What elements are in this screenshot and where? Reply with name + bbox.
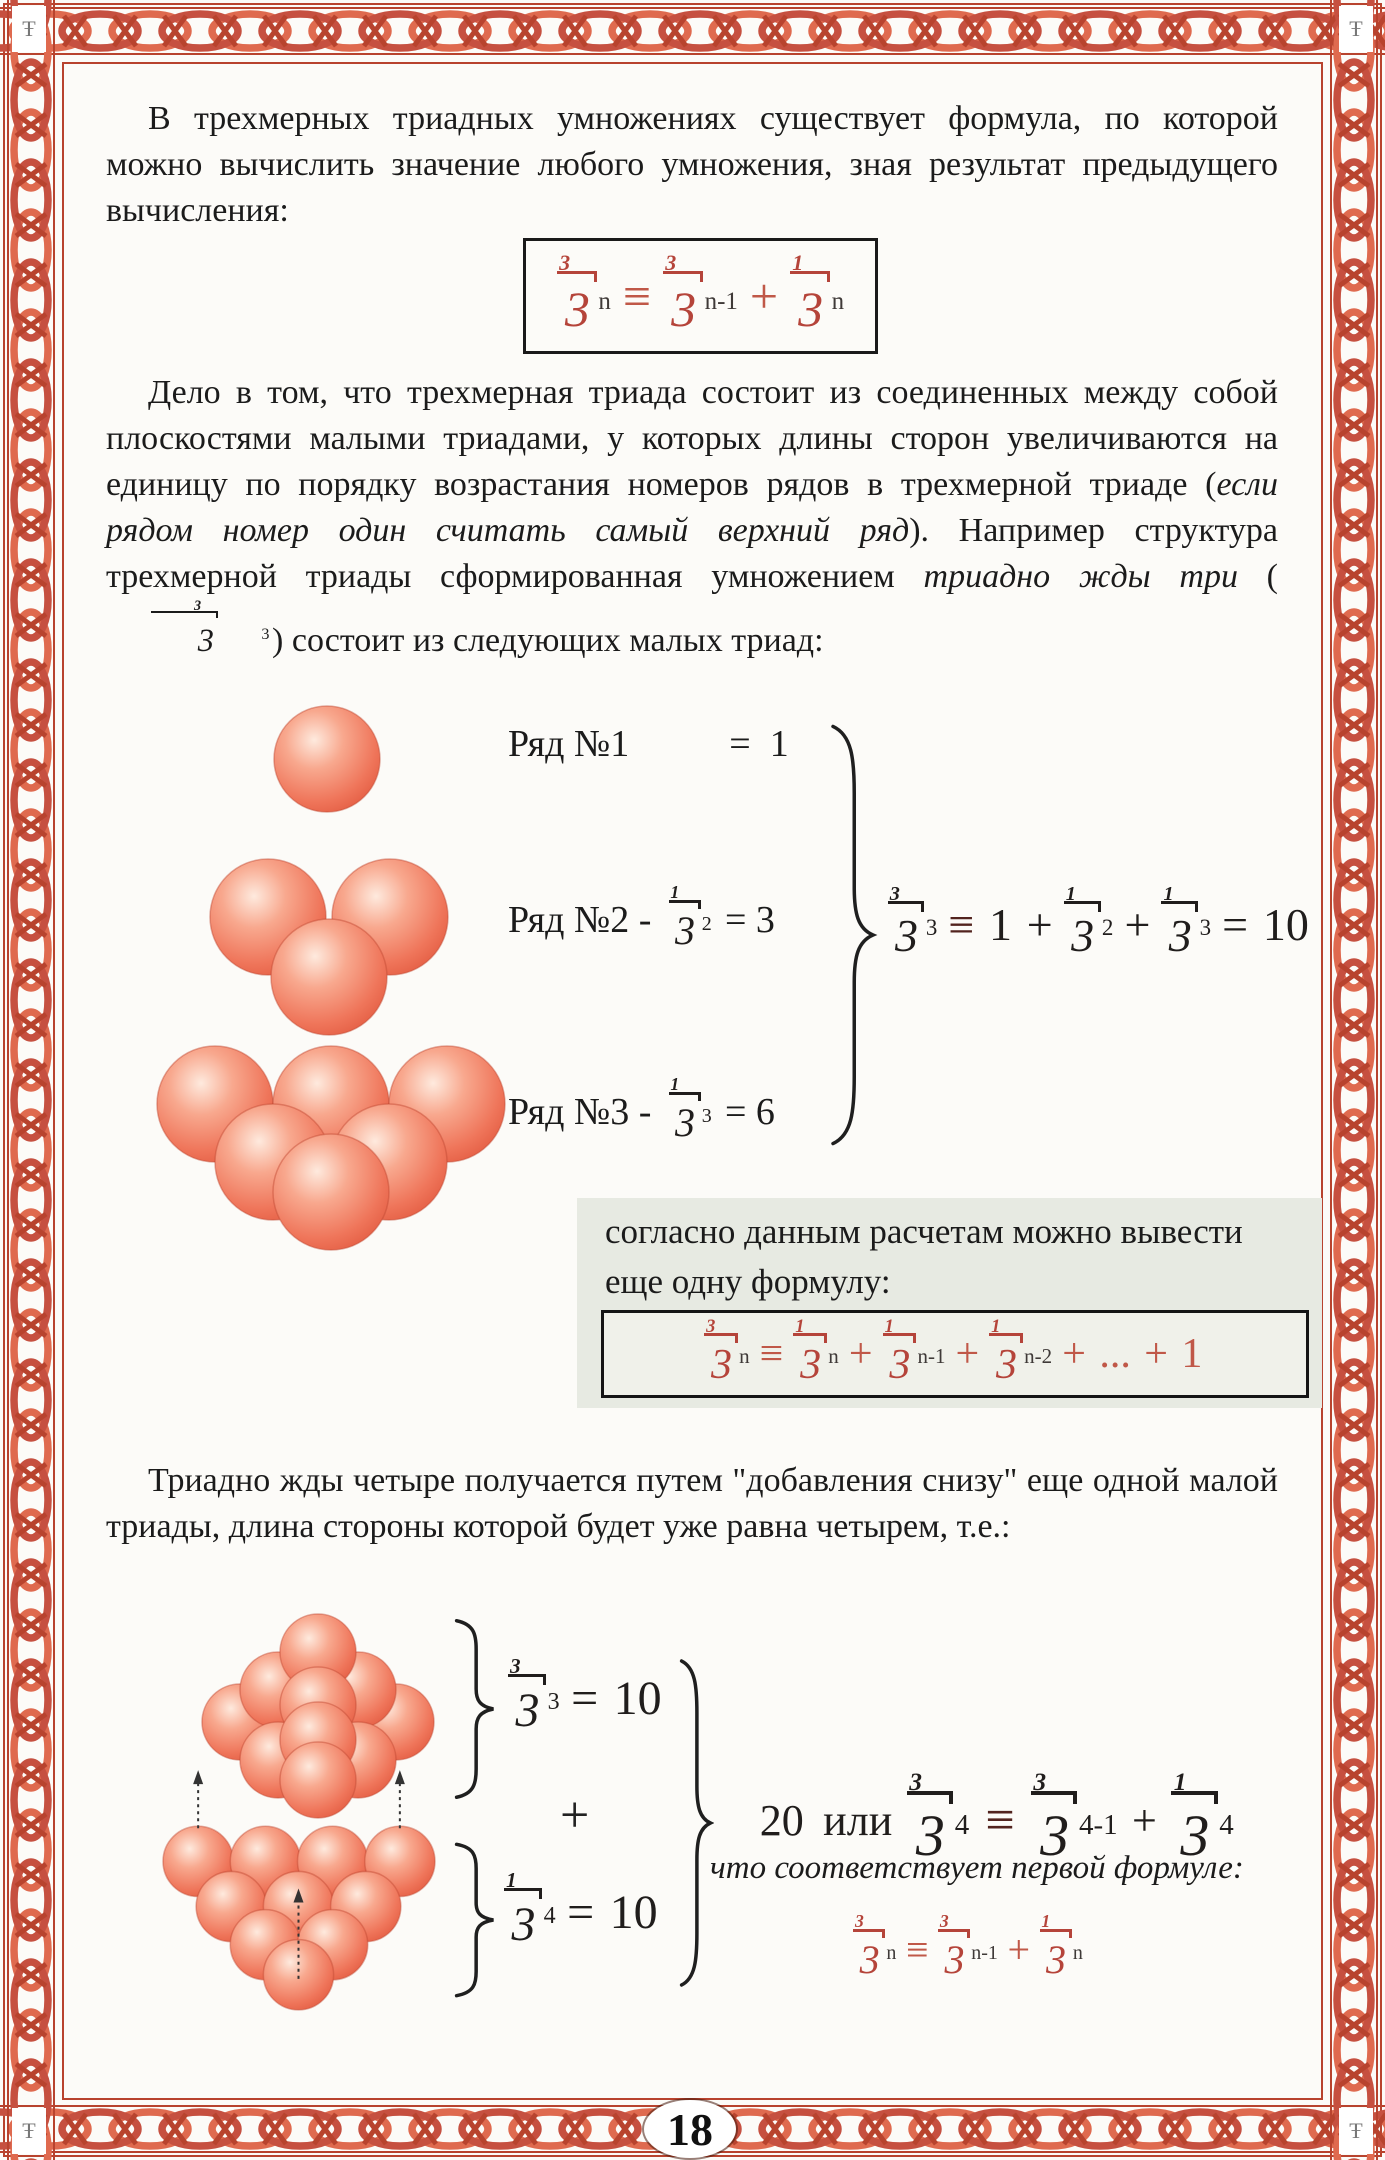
body-text: ). Например структура трехмерной триады сформированная умножением	[106, 512, 1278, 595]
brace-pyramid	[452, 1618, 498, 1800]
operator: +	[1026, 898, 1053, 950]
up-arrow-icon	[193, 1770, 203, 1828]
row3-label-line	[508, 1074, 775, 1146]
operator: +	[749, 268, 779, 324]
knot-border-top	[0, 6, 1385, 56]
caption-first-formula: что соответствует первой формуле:	[710, 1850, 1244, 1886]
operator: ≡	[948, 898, 975, 950]
note-line2: еще одну формулу:	[605, 1262, 891, 1301]
operator: =	[1222, 898, 1249, 950]
operator: =	[567, 1885, 595, 1939]
operator: 10	[609, 1885, 658, 1939]
operator: ≡	[985, 1791, 1015, 1849]
triad-symbol: 3 3 3	[508, 1658, 560, 1738]
operator: 1	[989, 898, 1013, 950]
sphere-row3-illustration	[155, 1042, 507, 1252]
page-number: 18	[644, 2100, 736, 2158]
paragraph-structure	[106, 370, 1278, 664]
operator: =	[571, 1671, 599, 1725]
triad-symbol: 1 3 n	[790, 254, 844, 338]
operator: +	[1007, 1926, 1031, 1972]
triad-symbol: 3 3 n	[706, 1316, 750, 1388]
triad-symbol: 1 3 3	[670, 1074, 712, 1145]
triad-symbol: 1 3 3	[1161, 886, 1211, 963]
triad-symbol: 3 3 n-1	[939, 1911, 998, 1982]
triangle-10-illustration	[158, 1766, 440, 2012]
triad-symbol: 1 3 n-1	[884, 1316, 946, 1388]
triad-symbol: 1 3 n	[1041, 1911, 1083, 1982]
operator: ≡	[622, 268, 652, 324]
emphasized-text: если рядом номер один считать самый верхний ряд	[106, 466, 1278, 549]
emphasized-text: триадно жды три	[923, 558, 1238, 595]
operator: ≡	[905, 1926, 929, 1972]
row3-label: Ряд №3 -	[508, 1090, 652, 1133]
triad-symbol: 3 3 n	[557, 254, 611, 338]
operator: +	[1131, 1795, 1157, 1845]
row1-result: = 1	[729, 723, 789, 765]
operator: или	[823, 1795, 893, 1845]
knot-border-right	[1329, 0, 1379, 2160]
operator: 10	[613, 1671, 662, 1725]
triad-symbol: 1 3 4	[1171, 1771, 1234, 1868]
corner-mark-icon: Ŧ	[12, 2108, 46, 2154]
brace-total	[678, 1656, 714, 1990]
operator: +	[1062, 1331, 1086, 1377]
paragraph-intro	[106, 96, 1278, 234]
body-text: ) состоит из следующих малых триад:	[272, 621, 824, 659]
row2-result: = 3	[724, 898, 775, 941]
formula-triangle	[500, 1862, 665, 1962]
row2-label-line	[508, 882, 775, 954]
row1-label-line	[508, 722, 789, 766]
triad-symbol: 1 3 2	[1064, 886, 1114, 963]
triad-symbol: 3 3 4	[907, 1771, 970, 1868]
triad-symbol: 3 3 3	[109, 600, 270, 663]
corner-mark-icon: Ŧ	[1339, 2108, 1373, 2154]
row2-formula	[665, 882, 715, 954]
formula-sum	[884, 876, 1316, 972]
note-line1: согласно данным расчетам можно вывести	[605, 1212, 1243, 1251]
formula-box-note	[601, 1310, 1309, 1398]
triad-symbol: 1 3 n	[795, 1316, 839, 1388]
operator: ≡	[759, 1331, 784, 1377]
triad-symbol: 1 3 4	[504, 1872, 556, 1952]
body-text: Триадно жды четыре получается путем "добавления снизу" еще одной малой триады, длина стороны которой будет уже равна четырем, т.е.:	[106, 1462, 1278, 1545]
corner-mark-icon: Ŧ	[12, 6, 46, 52]
triad-symbol: 3 3 4-1	[1031, 1771, 1118, 1868]
sphere-row1-illustration	[272, 704, 382, 814]
triad-symbol: 3 3 n	[854, 1911, 897, 1982]
corner-mark-icon: Ŧ	[1339, 6, 1373, 52]
row1-label: Ряд №1	[508, 723, 630, 765]
plus-between: +	[560, 1787, 590, 1844]
operator: 1	[1181, 1331, 1203, 1377]
brace-rows	[828, 720, 878, 1150]
triad-symbol: 1 3 2	[670, 882, 712, 953]
formula-pyramid	[504, 1648, 669, 1748]
row3-formula	[665, 1074, 715, 1146]
operator: +	[1144, 1331, 1168, 1377]
up-arrow-icon	[395, 1770, 405, 1828]
formula-box-main	[523, 238, 878, 354]
formula-final-red	[850, 1906, 1086, 1992]
triad-symbol: 3 3 3	[888, 886, 938, 963]
operator: +	[1124, 898, 1151, 950]
operator: 20	[759, 1795, 804, 1845]
operator: +	[955, 1331, 980, 1377]
knot-border-left	[6, 0, 56, 2160]
operator: 10	[1262, 898, 1309, 950]
operator: ...	[1099, 1331, 1131, 1377]
body-text: Дело в том, что трехмерная триада состоит из соединенных между собой плоскостями малыми триадами, у которых длины сторон увеличиваются на единицу по порядку возрастания номеров рядов в трехмерной триаде (	[106, 374, 1278, 503]
body-text: (	[1237, 558, 1278, 595]
body-text: В трехмерных триадных умножениях существует формула, по которой можно вычислить значение любого умножения, зная результат предыдущего вычисления:	[106, 100, 1278, 229]
triad-symbol: 3 3 n-1	[663, 254, 738, 338]
paragraph-four	[106, 1458, 1278, 1550]
row3-result: = 6	[724, 1090, 775, 1133]
brace-triangle	[452, 1842, 498, 1998]
sphere-row2-illustration	[203, 855, 456, 1050]
triad-symbol: 1 3 n-2	[991, 1316, 1053, 1388]
row2-label: Ряд №2 -	[508, 898, 652, 941]
note-box	[577, 1198, 1322, 1408]
operator: +	[848, 1331, 873, 1377]
